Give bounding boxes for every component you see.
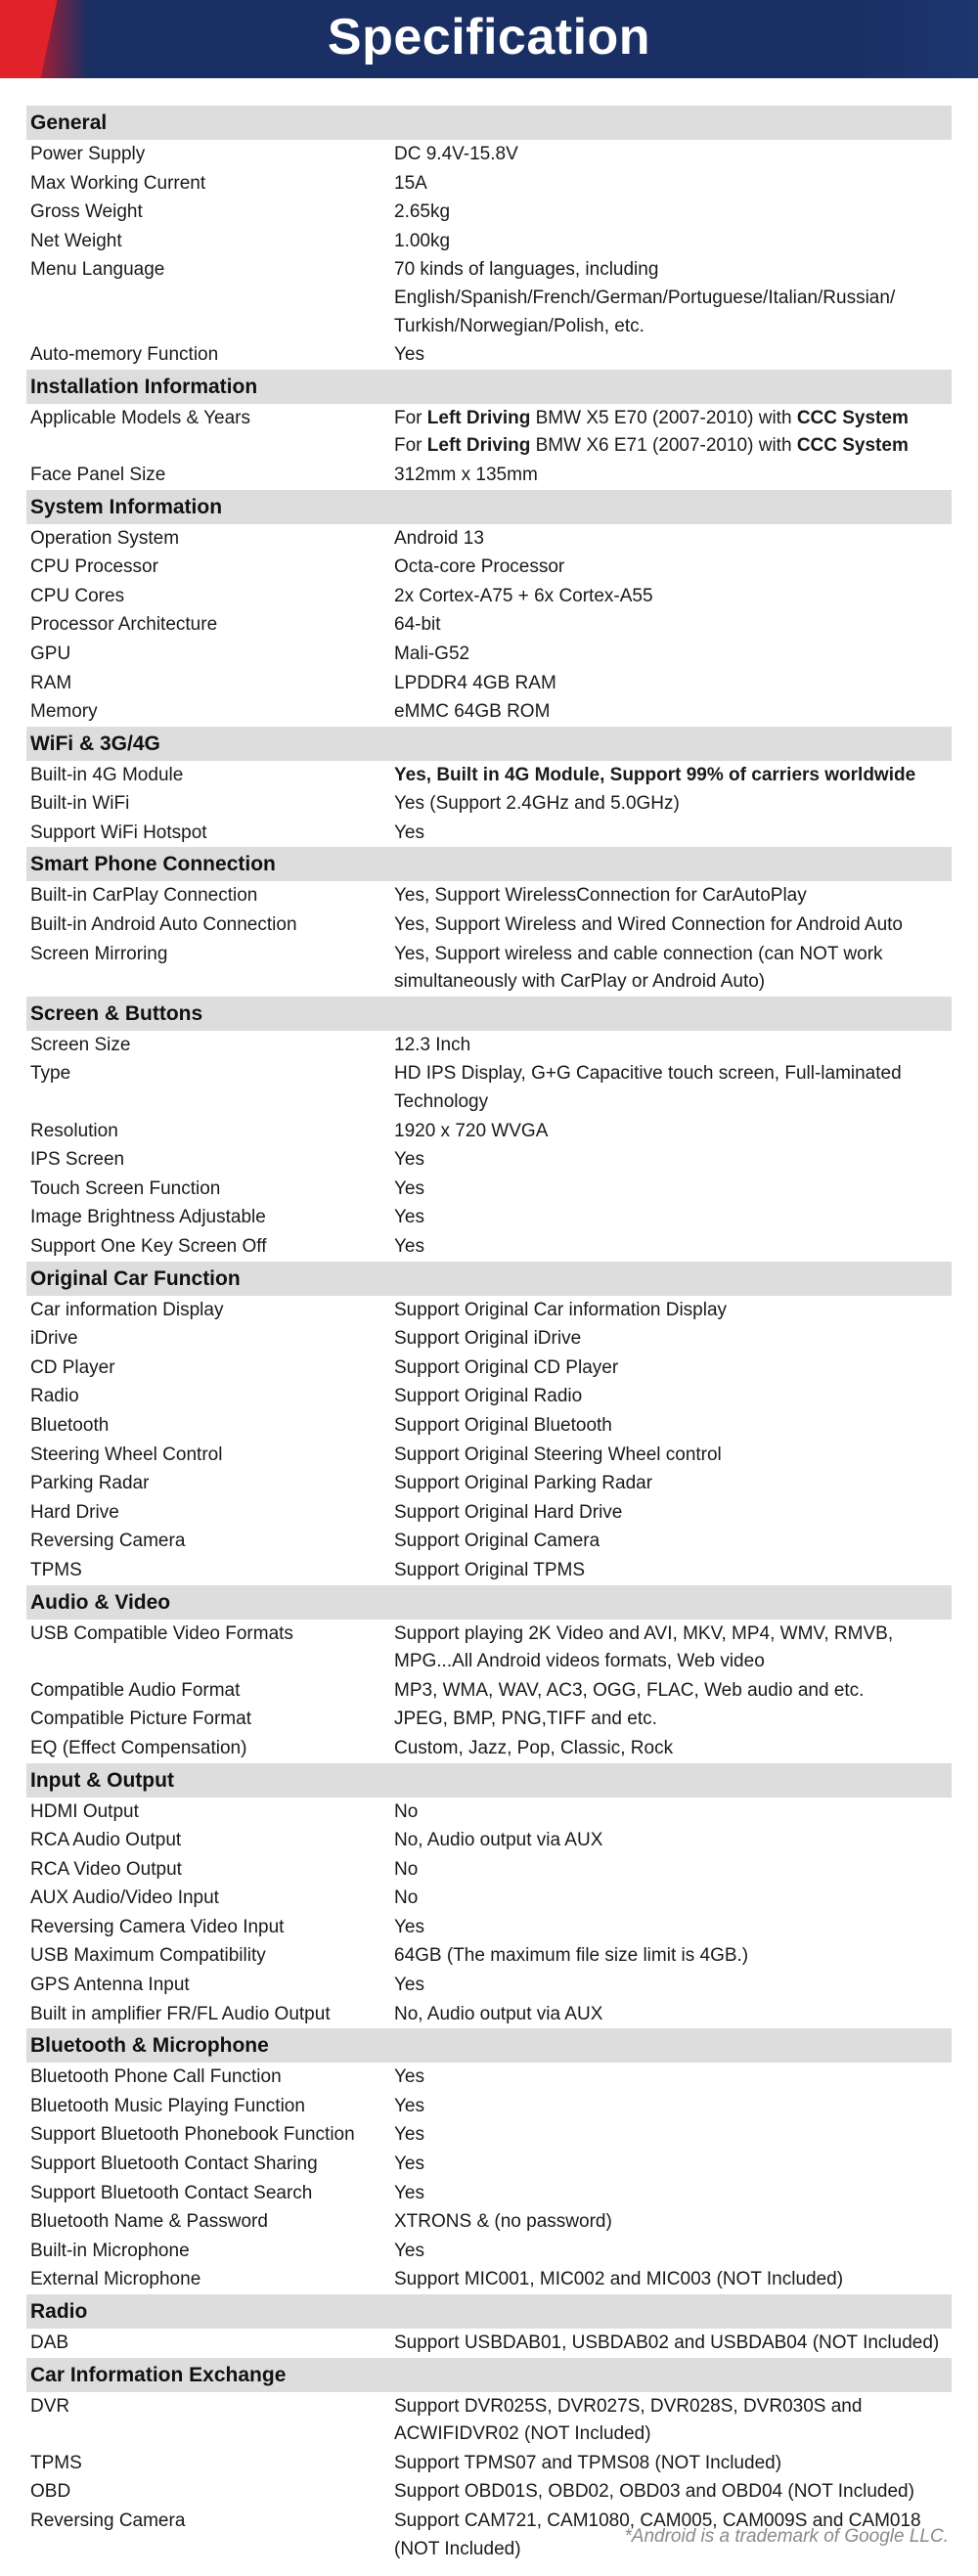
spec-row [26,697,952,727]
section-heading: General [26,106,952,140]
spec-row [26,2329,952,2358]
spec-label: Applicable Models & Years [30,407,250,428]
spec-label: Built-in CarPlay Connection [30,885,258,907]
spec-section [26,106,952,370]
section-heading: System Information [26,490,952,524]
spec-label: Power Supply [30,144,146,164]
spec-value: Yes [394,1916,424,1937]
spec-row [26,2449,952,2478]
spec-row [26,1705,952,1734]
spec-row [26,1145,952,1175]
spec-value: 70 kinds of languages, including English/Spanish/French/German/Portuguese/Italian/Russian/ Turkish/Norwegian/Polish, etc. [394,259,896,336]
spec-label: CPU Cores [30,585,125,606]
spec-row [26,761,952,790]
spec-value: Yes [394,1975,424,1996]
section-heading: Installation Information [26,370,952,404]
spec-value: Support TPMS07 and TPMS08 (NOT Included) [394,2452,782,2473]
spec-label: Max Working Current [30,172,206,194]
spec-value: Yes, Support wireless and cable connection (can NOT work simultaneously with CarPlay or Android Auto) [394,943,883,993]
spec-value: HD IPS Display, G+G Capacitive touch screen, Full-laminated Technology [394,1063,902,1113]
spec-label: TPMS [30,1559,82,1580]
spec-row [26,2237,952,2266]
spec-row [26,255,952,340]
section-heading: Radio [26,2294,952,2329]
spec-value: Yes, Support Wireless and Wired Connection for Android Auto [394,914,903,936]
section-heading: Car Information Exchange [26,2358,952,2392]
spec-value: Support playing 2K Video and AVI, MKV, MP4, WMV, RMVB, MPG...All Android videos formats, Web video [394,1622,894,1672]
spec-label: Built-in 4G Module [30,764,184,785]
spec-row [26,1117,952,1146]
spec-label: Reversing Camera Video Input [30,1916,285,1937]
spec-value: XTRONS & (no password) [394,2211,612,2233]
spec-value: Support Original Steering Wheel control [394,1443,722,1465]
spec-label: CPU Processor [30,556,158,578]
spec-value: Yes, Built in 4G Module, Support 99% of carriers worldwide [394,764,916,785]
spec-value: Support Original Car information Display [394,1299,728,1320]
spec-row [26,1296,952,1325]
spec-row [26,910,952,940]
spec-value: Yes [394,1207,424,1228]
spec-value: Yes [394,1236,424,1257]
spec-label: iDrive [30,1328,78,1350]
spec-row [26,640,952,669]
spec-label: Processor Architecture [30,614,218,636]
spec-row [26,1469,952,1498]
spec-value: 312mm x 135mm [394,464,538,485]
spec-label: External Microphone [30,2269,201,2290]
spec-section [26,1585,952,1763]
spec-label: Support One Key Screen Off [30,1236,267,1257]
spec-value: Support USBDAB01, USBDAB02 and USBDAB04 (NOT Included) [394,2332,940,2353]
spec-value: 2.65kg [394,201,451,223]
spec-label: CD Player [30,1356,115,1378]
spec-row [26,1441,952,1470]
spec-value: No [394,1858,419,1880]
spec-section [26,1262,952,1585]
spec-label: Steering Wheel Control [30,1443,223,1465]
spec-row [26,169,952,199]
spec-row [26,789,952,819]
spec-label: Built-in Android Auto Connection [30,914,297,936]
spec-row [26,1175,952,1204]
spec-row [26,227,952,256]
spec-value: Support Original Radio [394,1386,583,1407]
spec-label: EQ (Effect Compensation) [30,1737,247,1758]
spec-label: Image Brightness Adjustable [30,1207,266,1228]
spec-value: Support Original CD Player [394,1356,619,1378]
spec-row [26,524,952,554]
spec-value: Yes (Support 2.4GHz and 5.0GHz) [394,793,680,815]
spec-label: DAB [30,2332,69,2353]
spec-row [26,2150,952,2179]
spec-value: 64GB (The maximum file size limit is 4GB.) [394,1945,749,1967]
spec-label: Bluetooth [30,1414,110,1436]
section-heading: Smart Phone Connection [26,847,952,881]
spec-value: No [394,1888,419,1909]
spec-value: MP3, WMA, WAV, AC3, OGG, FLAC, Web audio and etc. [394,1679,865,1701]
spec-value: Support MIC001, MIC002 and MIC003 (NOT Included) [394,2269,844,2290]
spec-value: For Left Driving BMW X5 E70 (2007-2010) with CCC System For Left Driving BMW X6 E71 (2007-2010) with CCC System [394,407,909,457]
spec-value: 1.00kg [394,230,451,251]
spec-row [26,198,952,227]
spec-row [26,1411,952,1441]
spec-value: No, Audio output via AUX [394,2003,603,2024]
spec-row [26,881,952,910]
spec-row [26,2477,952,2507]
spec-value: eMMC 64GB ROM [394,701,551,723]
spec-label: DVR [30,2395,70,2417]
spec-label: Net Weight [30,230,122,251]
spec-row [26,940,952,997]
spec-row [26,610,952,640]
spec-label: Bluetooth Music Playing Function [30,2095,305,2116]
spec-row [26,1620,952,1676]
spec-row [26,1941,952,1971]
spec-section [26,727,952,848]
section-heading: WiFi & 3G/4G [26,727,952,761]
spec-label: Screen Mirroring [30,943,168,964]
spec-label: TPMS [30,2452,82,2473]
spec-row [26,1913,952,1942]
spec-label: Hard Drive [30,1501,119,1523]
spec-label: Car information Display [30,1299,224,1320]
spec-row [26,1855,952,1885]
spec-label: RCA Video Output [30,1858,182,1880]
spec-row [26,1203,952,1232]
spec-value: Support Original Hard Drive [394,1501,623,1523]
spec-row [26,1324,952,1354]
section-heading: Screen & Buttons [26,997,952,1031]
spec-row [26,2265,952,2294]
spec-value: Yes [394,1149,424,1171]
spec-row [26,2092,952,2121]
spec-row [26,1676,952,1706]
spec-label: Compatible Audio Format [30,1679,241,1701]
spec-row [26,2207,952,2237]
spec-label: RAM [30,672,72,693]
spec-section [26,490,952,727]
section-heading: Bluetooth & Microphone [26,2028,952,2063]
spec-row [26,1884,952,1913]
spec-row [26,582,952,611]
spec-row [26,1798,952,1827]
spec-value: Android 13 [394,527,484,549]
spec-value: Yes [394,2066,424,2088]
spec-value: Yes [394,822,424,843]
spec-row [26,2000,952,2029]
spec-label: Reversing Camera [30,2509,186,2531]
spec-row [26,2179,952,2208]
spec-label: Screen Size [30,1034,131,1055]
spec-section [26,847,952,996]
spec-label: IPS Screen [30,1149,125,1171]
spec-label: RCA Audio Output [30,1830,182,1851]
spec-value: Support OBD01S, OBD02, OBD03 and OBD04 (NOT Included) [394,2481,914,2503]
spec-label: Memory [30,701,98,723]
spec-row [26,404,952,461]
spec-label: Built in amplifier FR/FL Audio Output [30,2003,331,2024]
spec-label: Support Bluetooth Contact Sharing [30,2154,318,2175]
spec-row [26,1971,952,2000]
spec-label: GPS Antenna Input [30,1975,190,1996]
spec-label: Type [30,1063,71,1085]
section-heading: Input & Output [26,1763,952,1798]
spec-section [26,2028,952,2294]
spec-row [26,2120,952,2150]
spec-value: Support Original Parking Radar [394,1473,653,1494]
spec-row [26,1556,952,1585]
spec-value: Support Original TPMS [394,1559,586,1580]
spec-label: Reversing Camera [30,1531,186,1552]
spec-section [26,2294,952,2358]
spec-value: Support Original Camera [394,1531,600,1552]
spec-value: Custom, Jazz, Pop, Classic, Rock [394,1737,674,1758]
spec-row [26,553,952,582]
spec-value: 64-bit [394,614,441,636]
spec-label: Support WiFi Hotspot [30,822,207,843]
spec-label: USB Compatible Video Formats [30,1622,293,1644]
spec-label: Gross Weight [30,201,143,223]
spec-label: Face Panel Size [30,464,166,485]
spec-row [26,1354,952,1383]
spec-value: JPEG, BMP, PNG,TIFF and etc. [394,1709,657,1730]
spec-value: Mali-G52 [394,643,470,664]
spec-value: Yes [394,344,424,366]
spec-label: GPU [30,643,71,664]
spec-label: Support Bluetooth Contact Search [30,2182,313,2203]
spec-label: Compatible Picture Format [30,1709,251,1730]
spec-label: Built-in WiFi [30,793,130,815]
spec-value: DC 9.4V-15.8V [394,144,518,164]
spec-row [26,1031,952,1060]
spec-label: Bluetooth Phone Call Function [30,2066,282,2088]
spec-value: LPDDR4 4GB RAM [394,672,556,693]
spec-label: OBD [30,2481,71,2503]
spec-row [26,140,952,169]
spec-value: Octa-core Processor [394,556,565,578]
spec-label: Bluetooth Name & Password [30,2211,268,2233]
spec-row [26,1527,952,1556]
spec-section [26,1763,952,2029]
trademark-footnote: *Android is a trademark of Google LLC. [624,2526,949,2547]
spec-value: Support Original iDrive [394,1328,582,1350]
spec-value: No [394,1800,419,1822]
spec-label: Menu Language [30,259,165,281]
spec-row [26,1734,952,1763]
spec-label: AUX Audio/Video Input [30,1888,219,1909]
spec-row [26,819,952,848]
spec-section [26,370,952,490]
spec-row [26,1232,952,1262]
spec-value: No, Audio output via AUX [394,1830,603,1851]
spec-label: Operation System [30,527,180,549]
section-heading: Audio & Video [26,1585,952,1620]
spec-row [26,2392,952,2449]
spec-label: Radio [30,1386,79,1407]
spec-label: USB Maximum Compatibility [30,1945,266,1967]
spec-label: Support Bluetooth Phonebook Function [30,2124,355,2146]
spec-label: Built-in Microphone [30,2240,190,2261]
spec-value: Yes [394,2154,424,2175]
spec-section [26,997,952,1262]
spec-value: 15A [394,172,427,194]
spec-table [26,106,952,2563]
spec-label: HDMI Output [30,1800,139,1822]
spec-row [26,1498,952,1528]
spec-value: Yes [394,1177,424,1199]
spec-value: Support Original Bluetooth [394,1414,612,1436]
spec-label: Resolution [30,1120,118,1141]
spec-row [26,2063,952,2092]
spec-value: Support DVR025S, DVR027S, DVR028S, DVR030S and ACWIFIDVR02 (NOT Included) [394,2395,863,2445]
spec-value: 1920 x 720 WVGA [394,1120,549,1141]
spec-row [26,340,952,370]
header-banner [0,0,978,78]
spec-label: Auto-memory Function [30,344,219,366]
spec-label: Touch Screen Function [30,1177,221,1199]
spec-row [26,461,952,490]
spec-row [26,669,952,698]
section-heading: Original Car Function [26,1262,952,1296]
spec-value: 2x Cortex-A75 + 6x Cortex-A55 [394,585,653,606]
spec-value: Support CAM721, CAM1080, CAM005, CAM009S and CAM018 (NOT Included) [394,2509,921,2559]
spec-row [26,1059,952,1116]
spec-row [26,1382,952,1411]
spec-label: Parking Radar [30,1473,150,1494]
spec-value: Yes [394,2240,424,2261]
spec-value: 12.3 Inch [394,1034,471,1055]
spec-row [26,1826,952,1855]
spec-value: Yes, Support WirelessConnection for CarAutoPlay [394,885,807,907]
page-title: Specification [327,9,651,66]
spec-value: Yes [394,2095,424,2116]
spec-value: Yes [394,2182,424,2203]
spec-value: Yes [394,2124,424,2146]
